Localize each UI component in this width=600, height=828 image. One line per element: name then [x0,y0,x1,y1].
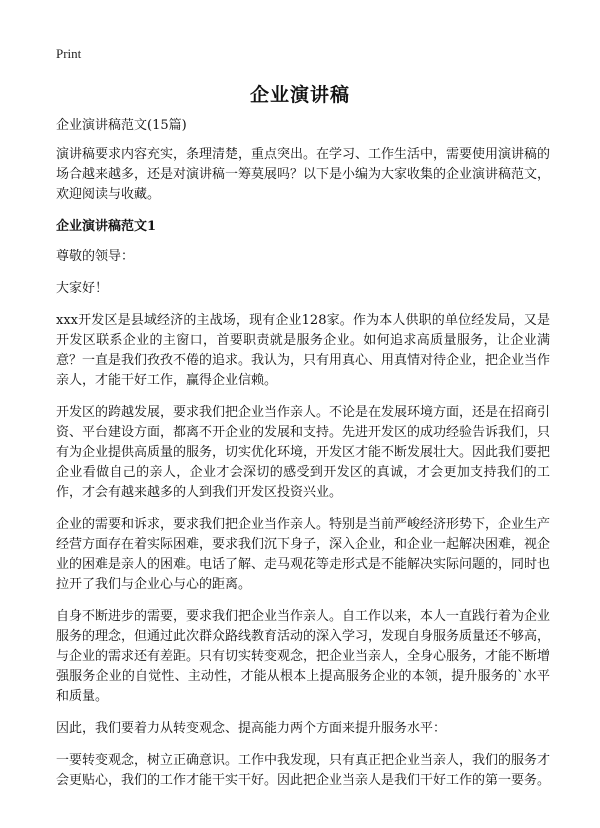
body-paragraph: 因此，我们要着力从转变观念、提高能力两个方面来提升服务水平： [56,721,447,736]
body-paragraph: 企业的需要和诉求，要求我们把企业当作亲人。特别是当前严峻经济形势下，企业生产经营方面存在着实际困难，要求我们沉下身子，深入企业，和企业一起解决困难，视企业的困难是亲人的困难。电话了解、走马观花等走形式是不能解决实际问题的，同时也拉开了我们与企业心与心的距离。 [56,517,551,592]
body-paragraph: xxx开发区是县域经济的主战场，现有企业128家。作为本人供职的单位经发局，又是开发区联系企业的主窗口，首要职责就是服务企业。如何追求高质量服务，让企业满意？一直是我们孜孜不倦的追求。我认为，只有用真心、用真情对待企业，把企业当作亲人，才能干好工作，赢得企业信赖。 [56,313,551,388]
document-subtitle: 企业演讲稿范文(15篇) [56,118,187,133]
intro-paragraph: 演讲稿要求内容充实，条理清楚，重点突出。在学习、工作生活中，需要使用演讲稿的场合越来越多，还是对演讲稿一筹莫展吗？以下是小编为大家收集的企业演讲稿范文，欢迎阅读与收藏。 [56,147,551,202]
page-title: 企业演讲稿 [249,84,350,106]
section-heading: 企业演讲稿范文1 [56,219,157,234]
body-paragraph: 一要转变观念，树立正确意识。工作中我发现，只有真正把企业当亲人，我们的服务才会更贴心，我们的工作才能干实干好。因此把企业当亲人是我们干好工作的第一要务。 [56,753,551,788]
print-link[interactable]: Print [56,46,82,61]
document-body [56,116,550,803]
body-paragraph: 开发区的跨越发展，要求我们把企业当作亲人。不论是在发展环境方面，还是在招商引资、平台建设方面，都离不开企业的发展和支持。先进开发区的成功经验告诉我们，只有为企业提供高质量的服务，切实优化环境，开发区才能不断发展壮大。因此我们要把企业看做自己的亲人，企业才会深切的感受到开发区的真诚，才会更加支持我们的工作，才会有越来越多的人到我们开发区投资兴业。 [56,405,551,500]
greeting: 大家好！ [56,281,109,296]
body-paragraph: 自身不断进步的需要，要求我们把企业当作亲人。自工作以来，本人一直践行着为企业服务的理念，但通过此次群众路线教育活动的深入学习，发现自身服务质量还不够高，与企业的需求还有差距。只有切实转变观念，把企业当亲人，全身心服务，才能不断增强服务企业的自觉性、主动性，才能从根本上提高服务企业的本领，提升服务的`水平和质量。 [56,609,551,704]
salutation: 尊敬的领导： [56,249,135,264]
